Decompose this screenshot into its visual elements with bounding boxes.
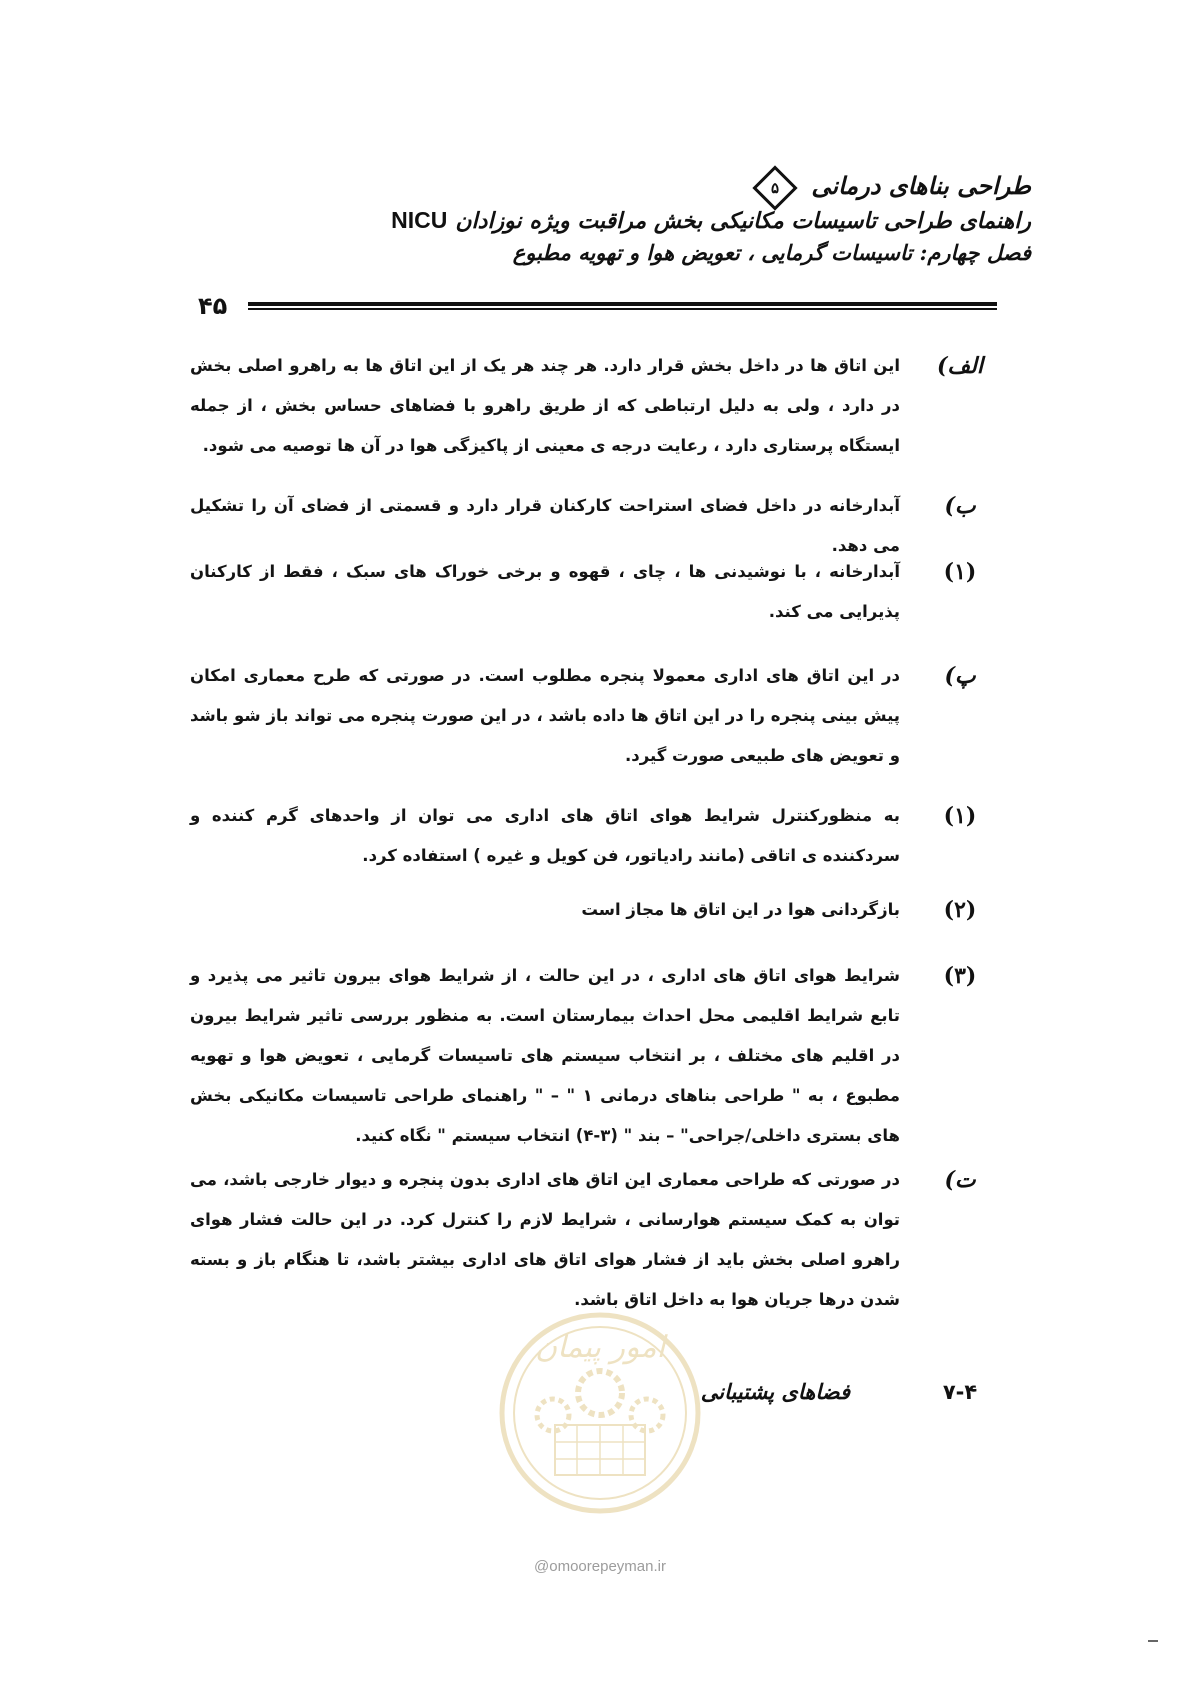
- guide-title: [191, 204, 1031, 237]
- header-rule-thin: [248, 308, 997, 310]
- item-text: شرایط هوای اتاق های اداری ، در این حالت ، از شرایط هوای بیرون تاثیر می پذیرد و تابع شرایط اقلیمی محل احداث بیمارستان است. به منظور بررسی تاثیر شرایط بیرون در اقلیم های مختلف ، بر انتخاب سیستم های تاسیسات گرمایی ، تعویض هوا و تهویه مطبوع ، به " طراحی بناهای درمانی ۱ " – " راهنمای طراحی تاسیسات مکانیکی بخش های بستری داخلی/جراحی" – بند " (۳-۴) انتخاب سیستم " نگاه کنید.: [190, 966, 900, 1145]
- item-text: آبدارخانه در داخل فضای استراحت کارکنان قرار دارد و قسمتی از فضای آن را تشکیل می دهد.: [190, 496, 900, 555]
- item-marker: (۱): [943, 559, 977, 585]
- watermark-seal-icon: [495, 1305, 705, 1520]
- scan-speck: [1148, 1640, 1158, 1642]
- item-text: بازگردانی هوا در این اتاق ها مجاز است: [581, 900, 900, 919]
- watermark-label: امور پیمان: [535, 1330, 665, 1365]
- item-marker: (۱): [943, 803, 977, 829]
- item-marker: ب): [944, 493, 976, 519]
- item-text: در صورتی که طراحی معماری این اتاق های اداری بدون پنجره و دیوار خارجی باشد، می توان به کمک سیستم هوارسانی ، شرایط لازم را کنترل کرد. در این حالت فشار هوای راهرو اصلی بخش باید از فشار هوای اتاق های اداری بیشتر باشد، تا هنگام باز و بسته شدن درها جریان هوا به داخل اتاق باشد.: [190, 1170, 900, 1309]
- item-text: آبدارخانه ، با نوشیدنی ها ، چای ، قهوه و برخی خوراک های سبک ، فقط از کارکنان پذیرایی می کند.: [190, 562, 900, 621]
- series-title: [191, 170, 1031, 204]
- chapter-title: فصل چهارم: تاسیسات گرمایی ، تعویض هوا و تهویه مطبوع: [512, 239, 1031, 265]
- guide-abbreviation: NICU: [391, 206, 448, 233]
- item-text: در این اتاق های اداری معمولا پنجره مطلوب است. در صورتی که طرح معماری امکان پیش بینی پنجره را در این اتاق ها داده باشد ، در این صورت پنجره می تواند باز شو باشد و تعویض های طبیعی صورت گیرد.: [190, 666, 900, 765]
- item-text: به منظورکنترل شرایط هوای اتاق های اداری می توان از واحدهای گرم کننده و سردکننده ی اتاقی (مانند رادیاتور، فن کویل و غیره ) استفاده کرد.: [190, 806, 900, 865]
- page-header: [191, 170, 1031, 269]
- watermark-url: @omoorepeyman.ir: [534, 1558, 666, 1575]
- item-marker: پ): [944, 663, 976, 689]
- page-number: ۴۵: [198, 292, 228, 320]
- item-marker: الف): [937, 353, 983, 379]
- volume-number: ۵: [770, 178, 779, 197]
- header-rule-thick: [248, 302, 997, 306]
- item-marker: (۲): [943, 897, 977, 923]
- section-number: ۷-۴: [942, 1380, 978, 1404]
- item-marker: ت): [944, 1167, 976, 1193]
- item-text: این اتاق ها در داخل بخش قرار دارد. هر چند هر یک از این اتاق ها به راهرو اصلی بخش در دارد ، ولی به دلیل ارتباطی که از طریق راهرو با فضاهای حساس بخش ، از جمله ایستگاه پرستاری دارد ، رعایت درجه ی معینی از پاکیزگی هوا در آن ها توصیه می شود.: [190, 356, 900, 455]
- guide-title-text: راهنمای طراحی تاسیسات مکانیکی بخش مراقبت ویژه نوزادان: [455, 207, 1031, 234]
- item-marker: (۳): [943, 963, 977, 989]
- series-title-text: طراحی بناهای درمانی: [811, 171, 1031, 200]
- section-title: فضاهای پشتیبانی: [700, 1379, 850, 1404]
